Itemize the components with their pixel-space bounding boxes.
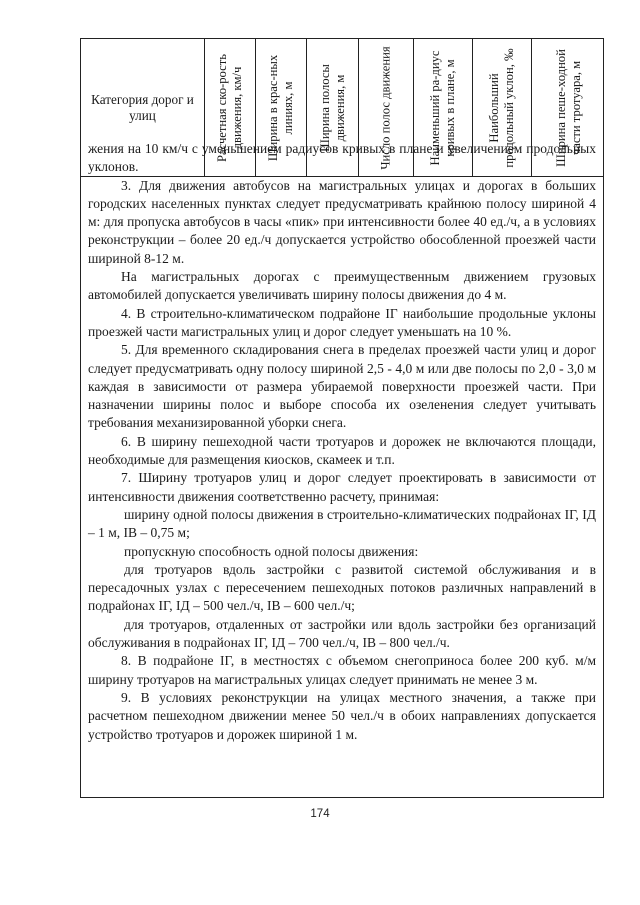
paragraph: 4. В строительно-климатическом подрайоне IГ наибольшие продольные уклоны проезжей части магистральных улиц и дорог следует уменьшать на 10 %. xyxy=(88,305,596,339)
paragraph: ширину одной полосы движения в строительно-климатических подрайонах IГ, IД – 1 м, IВ – 0,75 м; xyxy=(88,506,596,541)
paragraph: 7. Ширину тротуаров улиц и дорог следует проектировать в зависимости от интенсивности движения соответственно расчету, принимая: xyxy=(88,470,596,504)
paragraph: 3. Для движения автобусов на магистральных улицах и дорогах в больших городских населенных пунктах следует предусматривать крайнюю полосу шириной 4 м: для пропуска автобусов в часы «пик» при интенсивности более 40 ед./ч, а в условиях реконструкции – более 20 ед./ч допускается устройство обособленной проезжей части шириной 8-12 м. xyxy=(88,177,596,266)
header-lane-count-label: Число полос движения xyxy=(378,45,393,170)
page-number: 174 xyxy=(310,808,330,820)
paragraph: для тротуаров, отдаленных от застройки или вдоль застройки без организаций обслуживания в подрайонах IГ, IД – 700 чел./ч, IВ – 800 чел./ч. xyxy=(88,616,596,651)
header-category-label: Категория дорог и улиц xyxy=(91,91,194,123)
paragraph: 5. Для временного складирования снега в пределах проезжей части улиц и дорог следует предусматривать одну полосу шириной 2,5 - 4,0 м или две полосы по 2,0 - 3,0 м каждая в зависимости от размера убираемой поверхности проезжей части. При назначении ширины полос и выборе способа их озеленения следует учитывать требования механизированной уборки снега. xyxy=(88,342,596,431)
paragraph: пропускную способность одной полосы движения: xyxy=(124,543,419,559)
header-min-radius-label: Наименьший ра-диус кривых в плане, м xyxy=(428,50,457,165)
paragraph: На магистральных дорогах с преимущественным движением грузовых автомобилей допускается увеличивать ширину полосы движения до 4 м. xyxy=(88,269,596,303)
header-sidewalk-width-label: Ширина пеше-ходной части тротуара, м xyxy=(553,48,583,167)
paragraph: 9. В условиях реконструкции на улицах местного значения, а также при расчетном пешеходном движении менее 50 чел./ч в обоих направлениях допускается устройство тротуаров и дорожек шириной 1 м. xyxy=(88,689,596,742)
paragraph: для тротуаров вдоль застройки с развитой системой обслуживания и в пересадочных узлах с пересечением пешеходных потоков различных направлений в подрайонах IГ, IД – 500 чел./ч, IВ – 600 чел./ч; xyxy=(88,561,596,614)
header-design-speed-label: Расчетная ско-рость движения, км/ч xyxy=(215,53,244,162)
body-text xyxy=(88,140,596,744)
header-lane-width-label: Ширина полосы движения, м xyxy=(317,63,347,152)
header-red-lines-width-label: Ширина в крас-ных линиях, м xyxy=(266,54,295,161)
header-max-grade-label: Наибольший продольный уклон, ‰ xyxy=(487,47,516,168)
paragraph: 6. В ширину пешеходной части тротуаров и дорожек не включаются площади, необходимые для размещения киосков, скамеек и т.п. xyxy=(88,433,596,468)
paragraph: жения на 10 км/ч с уменьшением радиусов кривых в плане и увеличением продольных уклонов. xyxy=(88,141,596,175)
paragraph: 8. В подрайоне IГ, в местностях с объемом снегоприноса более 200 куб. м/м ширину тротуаров на магистральных улицах следует принимать не менее 3 м. xyxy=(88,653,596,687)
